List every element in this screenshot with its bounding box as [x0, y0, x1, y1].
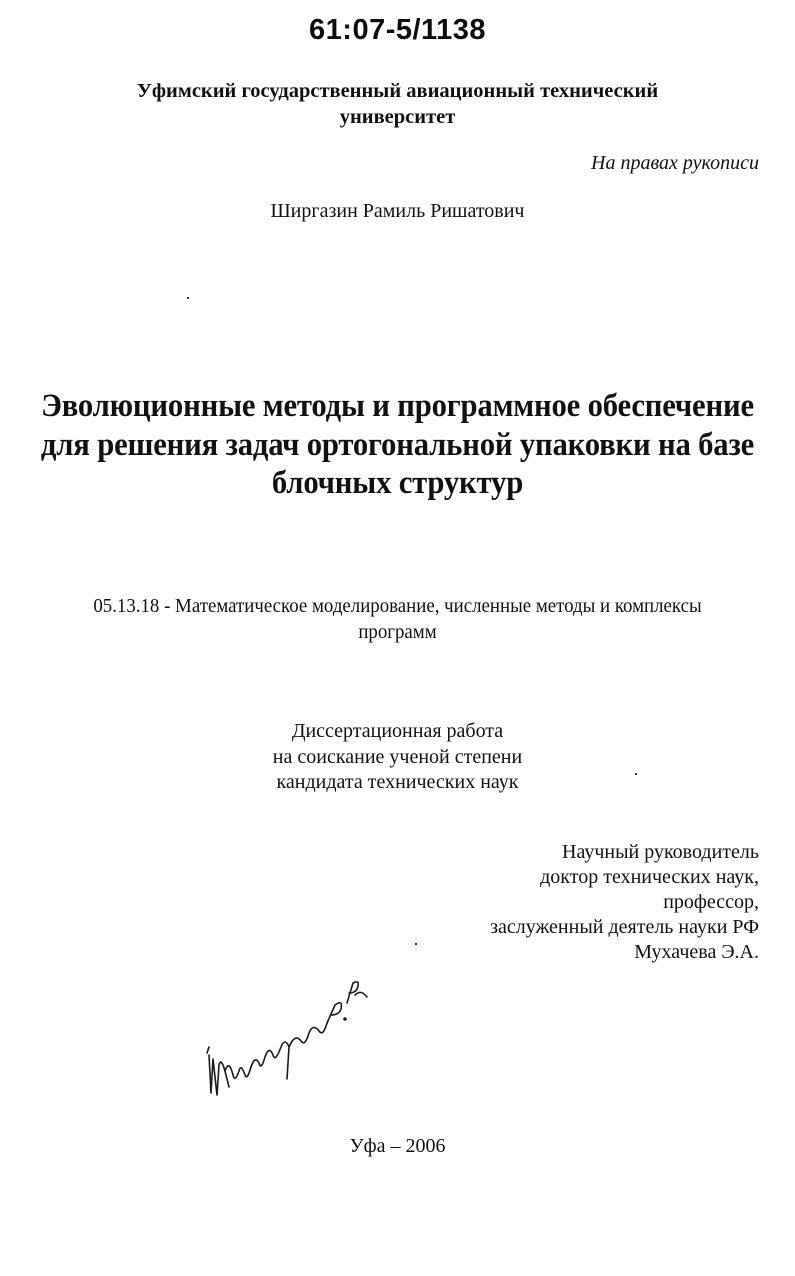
title-line-3: блочных структур — [271, 465, 524, 501]
university-line-2: университет — [339, 106, 456, 128]
specialty-line-1: 05.13.18 - Математическое моделирование, численные методы и комплексы — [93, 595, 702, 617]
title-line-1: Эволюционные методы и программное обеспечение — [41, 388, 754, 424]
manuscript-rights-note: На правах рукописи — [591, 152, 759, 174]
thesis-type-line-3: кандидата технических наук — [276, 771, 519, 793]
supervisor-line-1: Научный руководитель — [562, 841, 759, 863]
thesis-type-line-2: на соискание ученой степени — [272, 745, 523, 768]
scan-speck — [415, 943, 417, 945]
supervisor-line-3: профессор, — [663, 891, 759, 913]
thesis-title — [28, 387, 767, 503]
handwritten-signature-icon — [195, 975, 370, 1110]
supervisor-line-4: заслуженный деятель науки РФ — [490, 916, 759, 938]
scan-speck — [635, 773, 637, 775]
specialty-line-2: программ — [358, 621, 437, 643]
city-and-year: Уфа – 2006 — [349, 1135, 446, 1157]
scan-speck — [187, 297, 189, 299]
thesis-type — [0, 719, 795, 796]
scientific-supervisor — [490, 840, 759, 965]
thesis-type-line-1: Диссертационная работа — [291, 720, 504, 742]
author-name: Ширгазин Рамиль Ришатович — [270, 200, 525, 222]
university-name — [0, 78, 795, 130]
specialty-code — [32, 593, 763, 645]
title-line-2: для решения задач ортогональной упаковки на базе — [40, 426, 755, 463]
document-reference-code: 61:07-5/1138 — [309, 14, 486, 46]
supervisor-line-5: Мухачева Э.А. — [634, 941, 759, 963]
supervisor-line-2: доктор технических наук, — [540, 866, 759, 888]
university-line-1: Уфимский государственный авиационный технический — [136, 80, 659, 102]
